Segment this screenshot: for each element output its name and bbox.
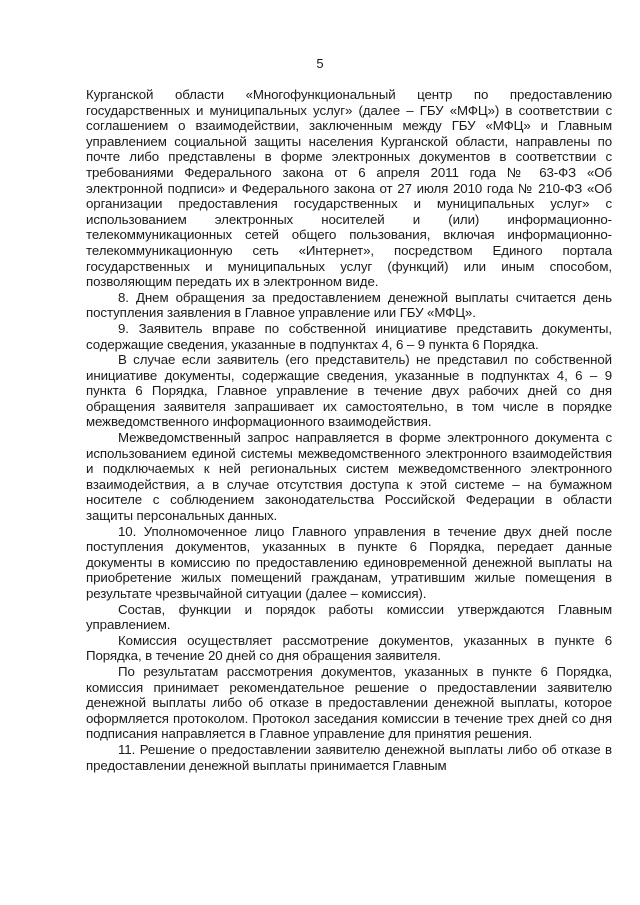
paragraph-item-9: 9. Заявитель вправе по собственной инициативе представить документы, содержащие сведения, указанные в подпунктах 4, 6 – 9 пункта 6 Порядка. — [86, 320, 612, 352]
paragraph-request-own-initiative: В случае если заявитель (его представитель) не представил по собственной инициативе документы, содержащие сведения, указанные в подпунктах 4, 6 – 9 пункта 6 Порядка, Главное управление в течение двух рабочих дней со дня обращения заявителя запрашивает их самостоятельно, в том числе в порядке межведомственного информационного взаимодействия. — [86, 352, 612, 430]
page-number: 5 — [316, 56, 324, 71]
document-body — [86, 87, 612, 773]
paragraph-item-10: 10. Уполномоченное лицо Главного управления в течение двух дней после поступления документов, указанных в пункте 6 Порядка, передает данные документы в комиссию по предоставлению единовременной денежной выплаты на приобретение жилых помещений гражданам, утратившим жилые помещения в результате чрезвычайной ситуации (далее – комиссия). — [86, 523, 612, 601]
paragraph-item-11: 11. Решение о предоставлении заявителю денежной выплаты либо об отказе в предоставлении денежной выплаты принимается Главным — [86, 741, 612, 773]
paragraph-commission-review: Комиссия осуществляет рассмотрение документов, указанных в пункте 6 Порядка, в течение 20 дней со дня обращения заявителя. — [86, 632, 612, 664]
paragraph-commission-results: По результатам рассмотрения документов, указанных в пункте 6 Порядка, комиссия принимает рекомендательное решение о предоставлении заявителю денежной выплаты либо об отказе в предоставлении денежной выплаты, которое оформляется протоколом. Протокол заседания комиссии в течение трех дней со дня подписания направляется в Главное управление для принятия решения. — [86, 663, 612, 742]
paragraph-commission-composition: Состав, функции и порядок работы комиссии утверждаются Главным управлением. — [86, 601, 612, 633]
paragraph-interagency-request: Межведомственный запрос направляется в форме электронного документа с использованием единой системы межведомственного электронного взаимодействия и подключаемых к ней региональных систем межведомственного электронного взаимодействия, а в случае отсутствия доступа к этой системе – на бумажном носителе с соблюдением законодательства Российской Федерации в области защиты персональных данных. — [86, 430, 612, 524]
paragraph-continuation: Курганской области «Многофункциональный центр по предоставлению государственных и муниципальных услуг» (далее – ГБУ «МФЦ») в соответствии с соглашением о взаимодействии, заключенным между ГБУ «МФЦ» и Главным управлением социальной защиты населения Курганской области, направлены по почте либо представлены в форме электронных документов в соответствии с требованиями Федерального закона от 6 апреля 2011 года № 63-ФЗ «Об электронной подписи» и Федерального закона от 27 июля 2010 года № 210-ФЗ «Об организации предоставления государственных и муниципальных услуг» с использованием электронных носителей и (или) информационно-телекоммуникационных сетей общего пользования, включая информационно-телекоммуникационную сеть «Интернет», посредством Единого портала государственных и муниципальных услуг (функций) или иным способом, позволяющим передать их в электронном виде. — [86, 87, 612, 290]
paragraph-item-8: 8. Днем обращения за предоставлением денежной выплаты считается день поступления заявления в Главное управление или ГБУ «МФЦ». — [86, 289, 612, 321]
